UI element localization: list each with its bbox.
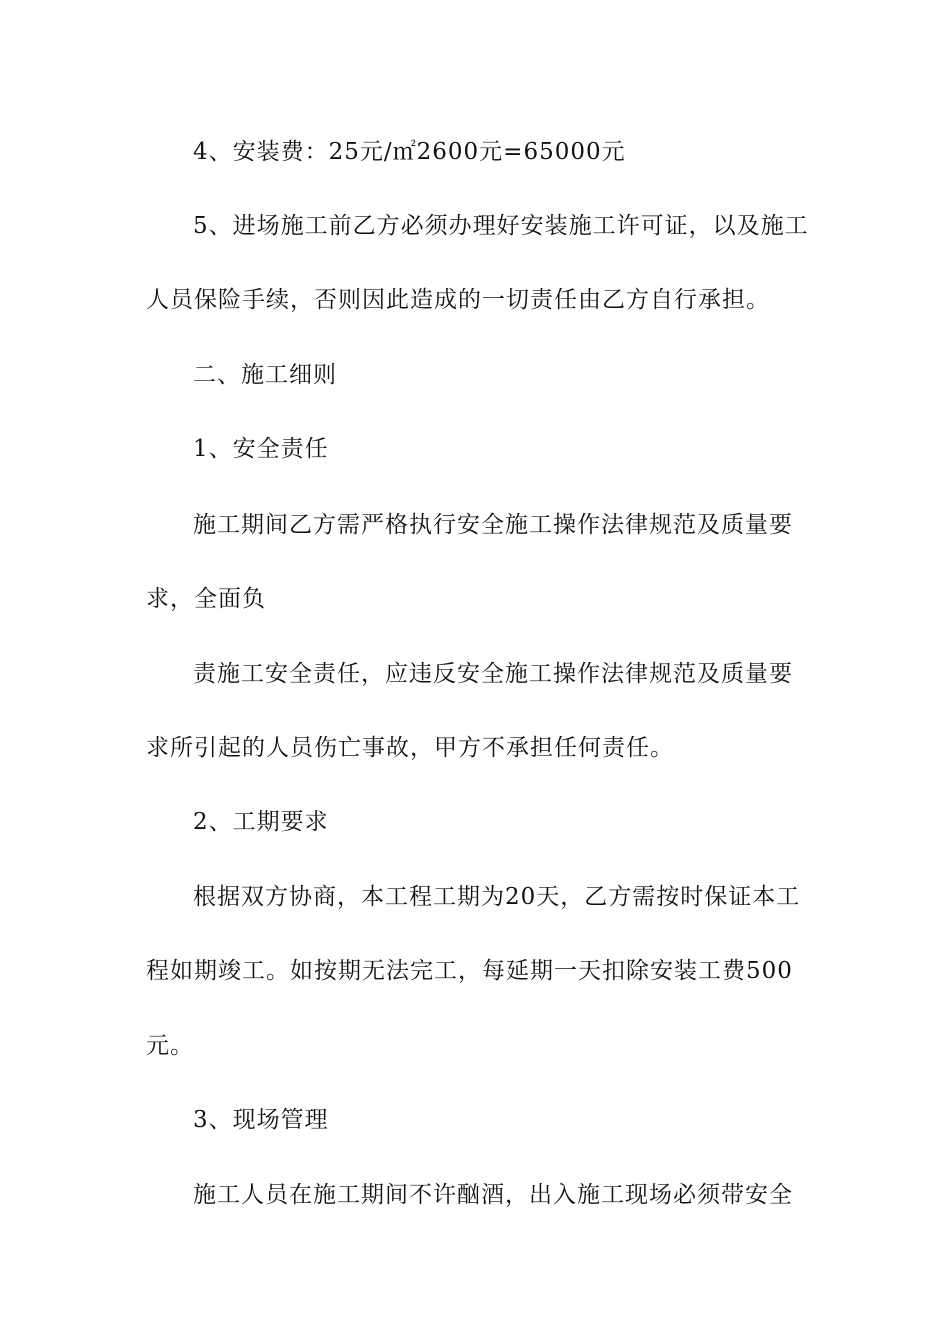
paragraph-safety-line-3: 责施工安全责任，应违反安全施工操作法律规范及质量要 [193,661,793,687]
paragraph-safety-line-2: 求，全面负 [146,586,266,612]
paragraph-permit-line-1: 5、进场施工前乙方必须办理好安装施工许可证，以及施工 [193,213,809,239]
subheading-site-management: 3、现场管理 [193,1107,329,1133]
paragraph-safety-line-4: 求所引起的人员伤亡事故，甲方不承担任何责任。 [146,735,674,761]
paragraph-schedule-line-1: 根据双方协商，本工程工期为20天，乙方需按时保证本工 [193,884,801,910]
paragraph-schedule-line-3: 元。 [146,1033,194,1059]
section-heading-construction-rules: 二、施工细则 [193,362,337,388]
paragraph-site-line-1: 施工人员在施工期间不许酗酒，出入施工现场必须带安全 [193,1182,793,1208]
paragraph-permit-line-2: 人员保险手续，否则因此造成的一切责任由乙方自行承担。 [146,287,770,313]
paragraph-installation-fee: 4、安装费：25元/㎡2600元=65000元 [193,139,626,165]
paragraph-schedule-line-2: 程如期竣工。如按期无法完工，每延期一天扣除安装工费500 [146,958,793,984]
subheading-safety-responsibility: 1、安全责任 [193,436,329,462]
paragraph-safety-line-1: 施工期间乙方需严格执行安全施工操作法律规范及质量要 [193,512,793,538]
subheading-schedule-requirements: 2、工期要求 [193,809,329,835]
